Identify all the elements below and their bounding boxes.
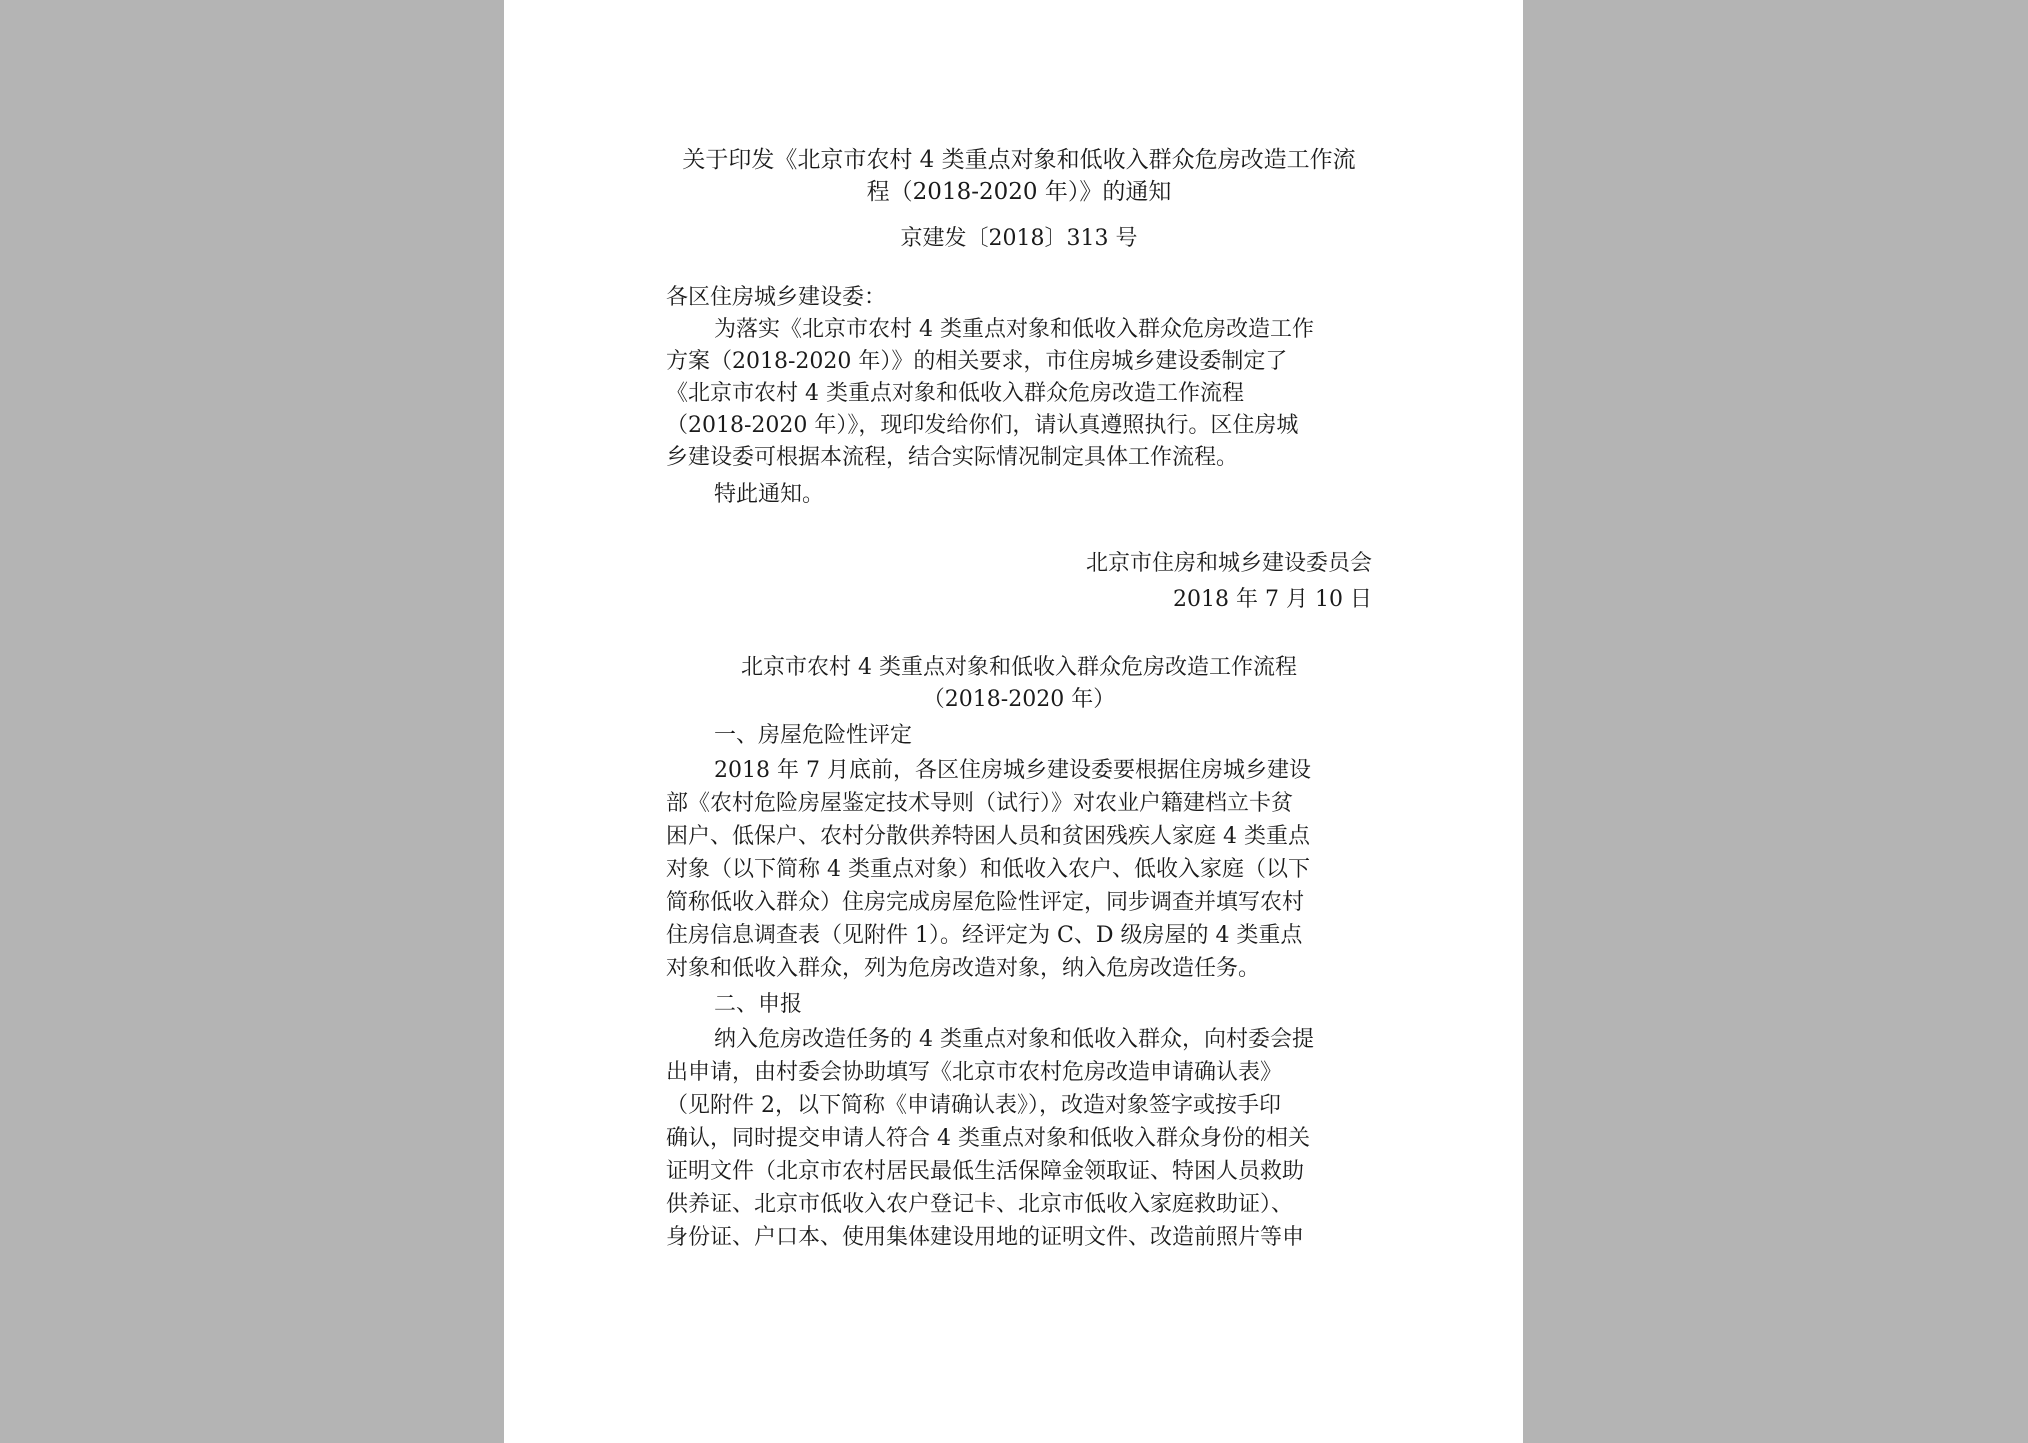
body-line: 2018 年 7 月底前，各区住房城乡建设委要根据住房城乡建设 [714, 758, 1311, 783]
body-line: （见附件 2，以下简称《申请确认表》），改造对象签字或按手印 [666, 1093, 1281, 1118]
body-line: 部《农村危险房屋鉴定技术导则（试行）》对农业户籍建档立卡贫 [666, 791, 1294, 816]
body-line: 身份证、户口本、使用集体建设用地的证明文件、改造前照片等申 [666, 1225, 1305, 1250]
body-line: 纳入危房改造任务的 4 类重点对象和低收入群众，向村委会提 [714, 1027, 1314, 1052]
body-line: 证明文件（北京市农村居民最低生活保障金领取证、特困人员救助 [666, 1159, 1305, 1184]
document-page [504, 0, 1523, 1443]
section-2-body [666, 1023, 1372, 1254]
body-line: 确认，同时提交申请人符合 4 类重点对象和低收入群众身份的相关 [666, 1126, 1310, 1151]
section-heading: 一、房屋危险性评定 [714, 723, 913, 748]
body-line: 为落实《北京市农村 4 类重点对象和低收入群众危房改造工作 [714, 317, 1314, 342]
notice-title-line: 关于印发《北京市农村 4 类重点对象和低收入群众危房改造工作流 [682, 147, 1356, 173]
body-line: （2018-2020 年）》，现印发给你们，请认真遵照执行。区住房城 [666, 413, 1299, 438]
closing-text: 特此通知。 [714, 482, 825, 507]
body-line: 困户、低保户、农村分散供养特困人员和贫困残疾人家庭 4 类重点 [666, 824, 1310, 849]
body-line: 住房信息调查表（见附件 1）。经评定为 C、D 级房屋的 4 类重点 [666, 923, 1303, 948]
procedure-title-line: 北京市农村 4 类重点对象和低收入群众危房改造工作流程 [741, 655, 1297, 680]
notice-title [666, 144, 1372, 208]
body-line: 对象和低收入群众，列为危房改造对象，纳入危房改造任务。 [666, 956, 1261, 981]
notice-body [666, 314, 1372, 474]
body-line: 乡建设委可根据本流程，结合实际情况制定具体工作流程。 [666, 445, 1239, 470]
procedure-title [666, 652, 1372, 716]
body-line: 供养证、北京市低收入农户登记卡、北京市低收入家庭救助证）、 [666, 1192, 1294, 1217]
body-line: 出申请，由村委会协助填写《北京市农村危房改造申请确认表》 [666, 1060, 1283, 1085]
body-line: 方案（2018-2020 年）》的相关要求，市住房城乡建设委制定了 [666, 349, 1288, 374]
section-1-body [666, 754, 1372, 985]
signature-organization: 北京市住房和城乡建设委员会 [1085, 551, 1372, 576]
document-number: 京建发〔2018〕313 号 [900, 226, 1138, 251]
salutation: 各区住房城乡建设委： [666, 285, 887, 310]
notice-title-line: 程（2018-2020 年）》的通知 [866, 179, 1172, 205]
body-line: 对象（以下简称 4 类重点对象）和低收入农户、低收入家庭（以下 [666, 857, 1310, 882]
document-content [666, 144, 1372, 1254]
signature-date: 2018 年 7 月 10 日 [1173, 587, 1372, 612]
procedure-title-line: （2018-2020 年） [922, 687, 1116, 712]
section-heading: 二、申报 [714, 992, 803, 1017]
body-line: 《北京市农村 4 类重点对象和低收入群众危房改造工作流程 [666, 381, 1244, 406]
body-line: 简称低收入群众）住房完成房屋危险性评定，同步调查并填写农村 [666, 890, 1305, 915]
